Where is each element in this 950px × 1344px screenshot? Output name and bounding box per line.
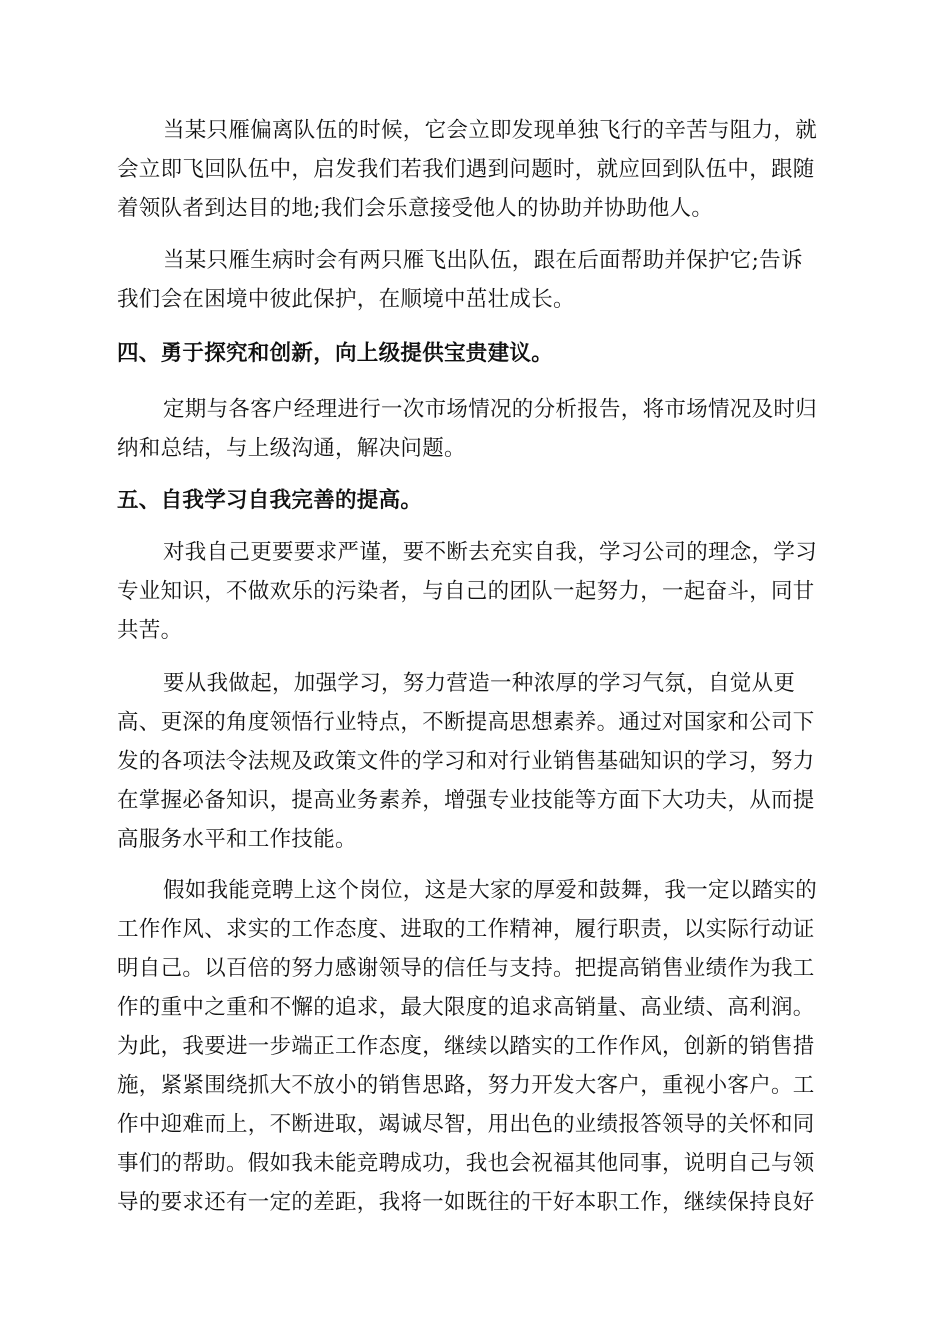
paragraph-line: 作中迎难而上，不断进取，竭诚尽智，用出色的业绩报答领导的关怀和同 xyxy=(117,1112,815,1137)
paragraph-line: 共苦。 xyxy=(117,618,183,643)
paragraph-line: 事们的帮助。假如我未能竞聘成功，我也会祝福其他同事，说明自己与领 xyxy=(117,1151,815,1176)
paragraph-line: 当某只雁偏离队伍的时候，它会立即发现单独飞行的辛苦与阻力，就 xyxy=(163,118,818,143)
paragraph-line: 定期与各客户经理进行一次市场情况的分析报告，将市场情况及时归 xyxy=(163,397,818,422)
paragraph-line: 高服务水平和工作技能。 xyxy=(117,827,357,852)
paragraph-line: 对我自己更要要求严谨，要不断去充实自我，学习公司的理念，学习 xyxy=(163,540,818,565)
paragraph-line: 专业知识，不做欢乐的污染者，与自己的团队一起努力，一起奋斗，同甘 xyxy=(117,579,815,604)
paragraph-line: 当某只雁生病时会有两只雁飞出队伍，跟在后面帮助并保护它;告诉 xyxy=(163,248,803,273)
heading-text: 四、勇于探究和创新，向上级提供宝贵建议。 xyxy=(117,341,554,366)
paragraph-line: 明自己。以百倍的努力感谢领导的信任与支持。把提高销售业绩作为我工 xyxy=(117,956,815,981)
paragraph-line: 导的要求还有一定的差距，我将一如既往的干好本职工作，继续保持良好 xyxy=(117,1190,815,1215)
paragraph-line: 纳和总结，与上级沟通，解决问题。 xyxy=(117,436,466,461)
paragraph-line: 会立即飞回队伍中，启发我们若我们遇到问题时，就应回到队伍中，跟随 xyxy=(117,157,815,182)
paragraph-line: 作的重中之重和不懈的追求，最大限度的追求高销量、高业绩、高利润。 xyxy=(117,995,815,1020)
paragraph-line: 高、更深的角度领悟行业特点，不断提高思想素养。通过对国家和公司下 xyxy=(117,710,815,735)
paragraph-line: 发的各项法令法规及政策文件的学习和对行业销售基础知识的学习，努力 xyxy=(117,749,815,774)
paragraph-line: 假如我能竞聘上这个岗位，这是大家的厚爱和鼓舞，我一定以踏实的 xyxy=(163,878,818,903)
paragraph-line: 我们会在困境中彼此保护，在顺境中茁壮成长。 xyxy=(117,287,575,312)
paragraph-line: 在掌握必备知识，提高业务素养，增强专业技能等方面下大功夫，从而提 xyxy=(117,788,815,813)
heading-text: 五、自我学习自我完善的提高。 xyxy=(117,488,423,513)
paragraph-line: 工作作风、求实的工作态度、进取的工作精神，履行职责，以实际行动证 xyxy=(117,917,815,942)
paragraph-line: 要从我做起，加强学习，努力营造一种浓厚的学习气氛，自觉从更 xyxy=(163,671,796,696)
paragraph-line: 为此，我要进一步端正工作态度，继续以踏实的工作作风，创新的销售措 xyxy=(117,1034,815,1059)
paragraph-line: 着领队者到达目的地;我们会乐意接受他人的协助并协助他人。 xyxy=(117,196,714,221)
paragraph-line: 施，紧紧围绕抓大不放小的销售思路，努力开发大客户，重视小客户。工 xyxy=(117,1073,815,1098)
